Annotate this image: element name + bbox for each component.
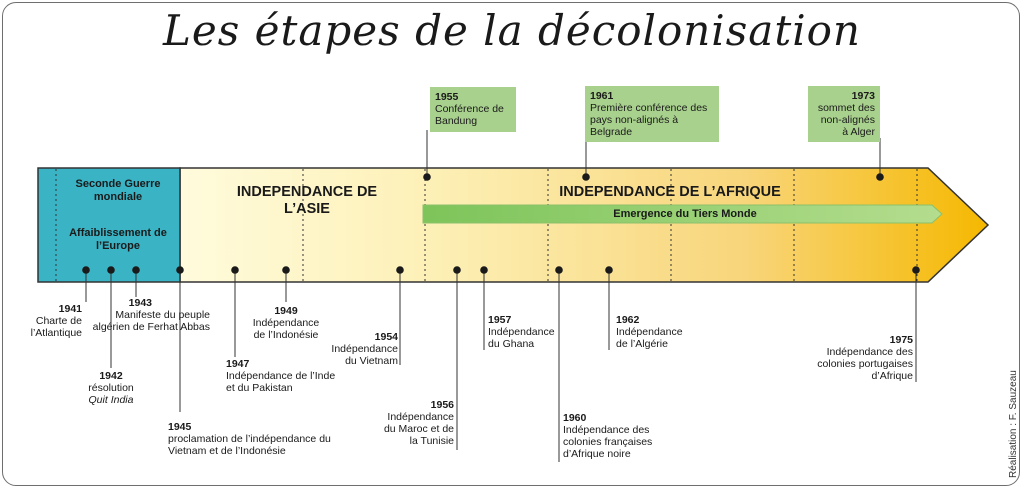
- event-year: 1943: [128, 297, 152, 309]
- event-box-1961: [585, 86, 719, 142]
- event-text: Indépendance de l’Inde et du Pakistan: [226, 370, 336, 394]
- event-year: 1975: [889, 334, 913, 346]
- event-year: 1957: [488, 314, 512, 326]
- event-text: Conférence de Bandung: [435, 103, 504, 127]
- event-year: 1945: [168, 421, 192, 433]
- africa-independence-label: INDEPENDANCE DE L’AFRIQUE: [559, 184, 781, 200]
- event-text: Indépendance de l’Indonésie: [252, 317, 320, 341]
- event-1942: [80, 370, 142, 406]
- event-text: résolution: [88, 382, 134, 394]
- author-credit: Réalisation : F. Sauzeau: [1008, 370, 1019, 478]
- event-year: 1941: [58, 303, 82, 315]
- event-1962: [616, 314, 696, 350]
- event-year: 1973: [851, 90, 875, 102]
- event-1941: [20, 303, 82, 339]
- page-title: Les étapes de la décolonisation: [163, 6, 861, 55]
- event-text: Charte de l’Atlantique: [30, 315, 82, 339]
- event-text: Indépendance des colonies portugaises d’Afrique: [817, 346, 913, 382]
- war-label: Seconde Guerre mondiale: [75, 178, 161, 203]
- event-text: Manifeste du peuple algérien de Ferhat Abbas: [92, 309, 210, 333]
- event-year: 1956: [430, 399, 454, 411]
- event-text: Première conférence des pays non-alignés à Belgrade: [590, 102, 708, 138]
- event-text-italic: Quit India: [88, 394, 134, 406]
- event-year: 1954: [374, 331, 398, 343]
- europe-weakening-label: Affaiblissement de l’Europe: [69, 227, 167, 252]
- event-year: 1962: [616, 314, 640, 326]
- event-1954: [320, 331, 398, 367]
- event-box-1973: [808, 86, 880, 142]
- event-box-1955: [430, 87, 516, 132]
- event-text: Indépendance du Vietnam: [331, 343, 398, 367]
- asia-independence-label: INDEPENDANCE DE L’ASIE: [236, 184, 378, 217]
- event-year: 1955: [435, 91, 459, 103]
- event-1960: [563, 412, 673, 460]
- event-year: 1947: [226, 358, 250, 370]
- event-text: Indépendance du Ghana: [488, 326, 555, 350]
- event-year: 1942: [99, 370, 123, 382]
- event-text: sommet des non-alignés à Alger: [817, 102, 875, 138]
- event-1945: [168, 421, 338, 457]
- event-1949: [246, 305, 326, 341]
- tiers-monde-label: Emergence du Tiers Monde: [613, 208, 757, 220]
- event-year: 1949: [274, 305, 298, 317]
- event-1975: [800, 334, 913, 382]
- event-text: Indépendance de l’Algérie: [616, 326, 683, 350]
- event-1956: [378, 399, 454, 447]
- event-year: 1961: [590, 90, 614, 102]
- event-year: 1960: [563, 412, 587, 424]
- event-text: Indépendance du Maroc et de la Tunisie: [383, 411, 454, 447]
- event-1957: [488, 314, 568, 350]
- event-1943: [80, 297, 210, 333]
- event-text: proclamation de l’indépendance du Vietnam et de l’Indonésie: [168, 433, 331, 457]
- event-text: Indépendance des colonies françaises d’Afrique noire: [563, 424, 653, 460]
